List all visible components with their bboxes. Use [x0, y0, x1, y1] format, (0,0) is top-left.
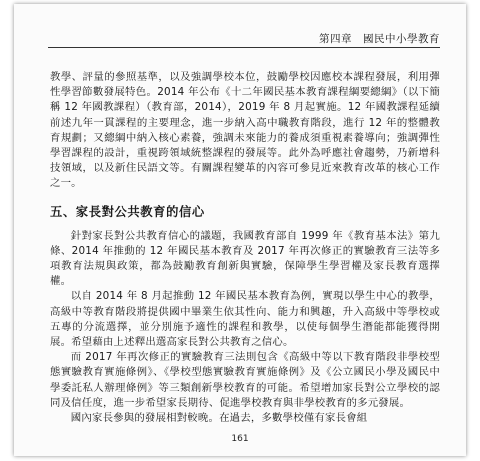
running-header	[48, 31, 440, 48]
paragraph: 而 2017 年再次修正的實驗教育三法則包含《高級中等以下教育階段非學校型態實驗教育實施條例》、《學校型態實驗教育實施條例》及《公立國民小學及國民中學委託私人辦理條例》等三類創新學校教育的可能。希望增加家長對公立學校的認同及信任度，進一步希望家長期待、促進學校教育與非學校教育的多元發展。	[50, 351, 440, 409]
page-number: 161	[231, 434, 249, 444]
chapter-title: 第四章 國民中小學教育	[319, 33, 440, 45]
section-heading: 五、家長對公共教育的信心	[50, 204, 205, 219]
paragraph: 以自 2014 年 8 月起推動 12 年國民基本教育為例，實現以學生中心的教學，高級中等教育階段將提供國中畢業生依其性向、能力和興趣，升入高級中等學校或五專的分流選擇，並分別施予適性的課程和教學，以使每個學生潛能都能獲得開展。希望藉由上述釋出選高家長對公共教育之信心。	[50, 290, 440, 349]
document-page	[14, 4, 466, 456]
paragraph: 針對家長對公共教育信心的議題，我國教育部自 1999 年《教育基本法》第九條、2014 年推動的 12 年國民基本教育及 2017 年再次修正的實驗教育三法等多項教育法規與政策，都為鼓勵教育創新與實驗，保障學生學習權及家長教育選擇權。	[50, 229, 440, 288]
paragraph-continued: 教學、評量的參照基準，以及強調學校本位，鼓勵學校因應校本課程發展，利用彈性學習節數發展特色。2014 年公布《十二年國民基本教育課程綱要總綱》（以下簡稱 12 年國教課程）（教育部，2014），2019 年 8 月起實施。12 年國教課程延續前述九年一貫課程的主要理念，進一步納入高中職教育階段，進行 12 年的整體教育規劃；又總綱中納入核心素養，強調未來能力的養成須重視素養導向；強調彈性學習課程的設計，重視跨領域統整課程的發展等。此外為呼應社會趨勢，乃新增科技領域，以及新住民語文等。有關課程變革的內容可參見近來教育改革的核心工作之一。	[50, 71, 440, 190]
body-text	[50, 70, 440, 426]
paragraph: 國內家長參與的發展相對較晚。在過去，多數學校僅有家長會組	[70, 412, 368, 425]
